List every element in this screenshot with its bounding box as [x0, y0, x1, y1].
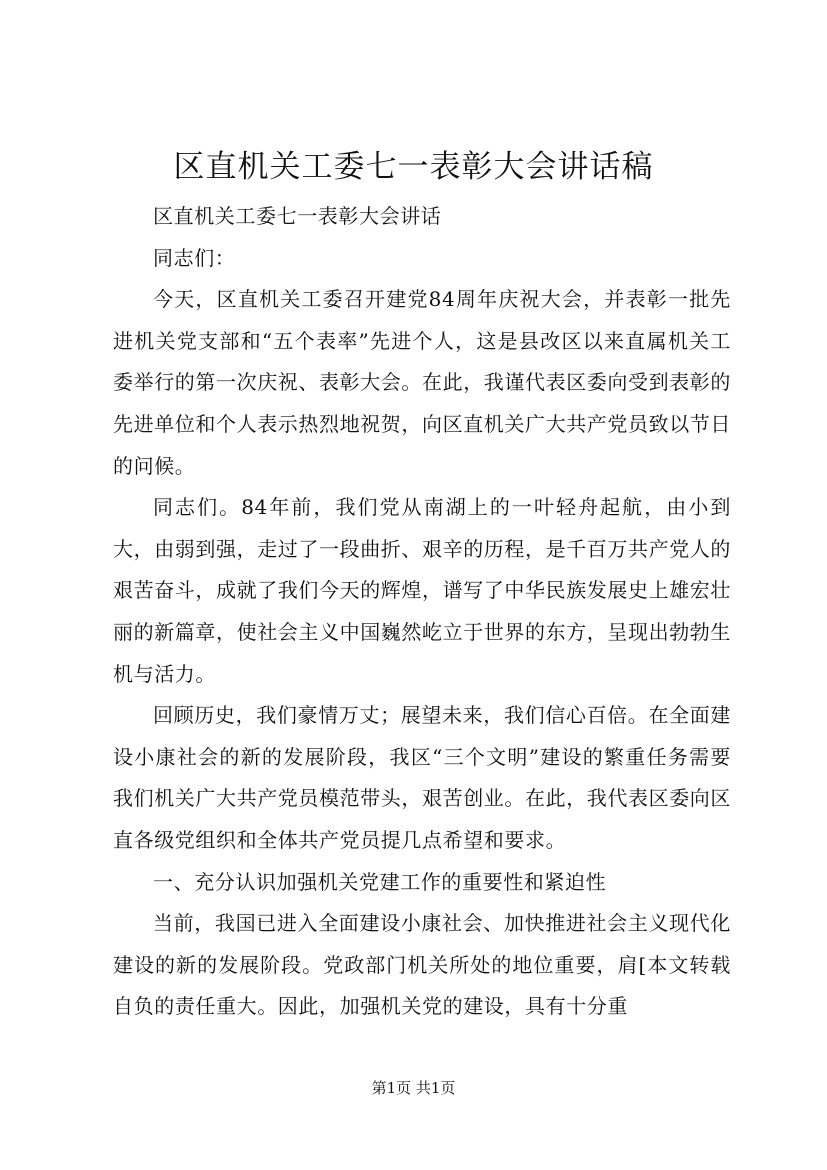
paragraph-subtitle: 区直机关工委七一表彰大会讲话 [153, 204, 442, 228]
document-title: 区直机关工委七一表彰大会讲话稿 [173, 149, 654, 185]
paragraph: 今天，区直机关工委召开建党84周年庆祝大会，并表彰一批先进机关党支部和“五个表率”先进个人，这是县改区以来直属机关工委举行的第一次庆祝、表彰大会。在此，我谨代表区委向受到表彰的先进单位和个人表示热烈地祝贺，向区直机关广大共产党员致以节日的问候。 [113, 287, 731, 478]
paragraph-salutation: 同志们： [153, 245, 236, 270]
page-footer: 第1页 共1页 [371, 1079, 456, 1097]
paragraph: 当前，我国已进入全面建设小康社会、加快推进社会主义现代化建设的新的发展阶段。党政部门机关所处的地位重要，肩[本文转载自负的责任重大。因此，加强机关党的建设，具有十分重 [113, 911, 731, 1019]
document-body [113, 196, 731, 1028]
paragraph: 回顾历史，我们豪情万丈；展望未来，我们信心百倍。在全面建设小康社会的新的发展阶段，我区“三个文明”建设的繁重任务需要我们机关广大共产党员模范带头，艰苦创业。在此，我代表区委向区直各级党组织和全体共产党员提几点希望和要求。 [113, 703, 731, 852]
paragraph: 同志们。84年前，我们党从南湖上的一叶轻舟起航，由小到大，由弱到强，走过了一段曲折、艰辛的历程，是千百万共产党人的艰苦奋斗，成就了我们今天的辉煌，谱写了中华民族发展史上雄宏壮丽的新篇章，使社会主义中国巍然屹立于世界的东方，呈现出勃勃生机与活力。 [113, 495, 731, 686]
section-heading: 一、充分认识加强机关党建工作的重要性和紧迫性 [153, 869, 607, 894]
